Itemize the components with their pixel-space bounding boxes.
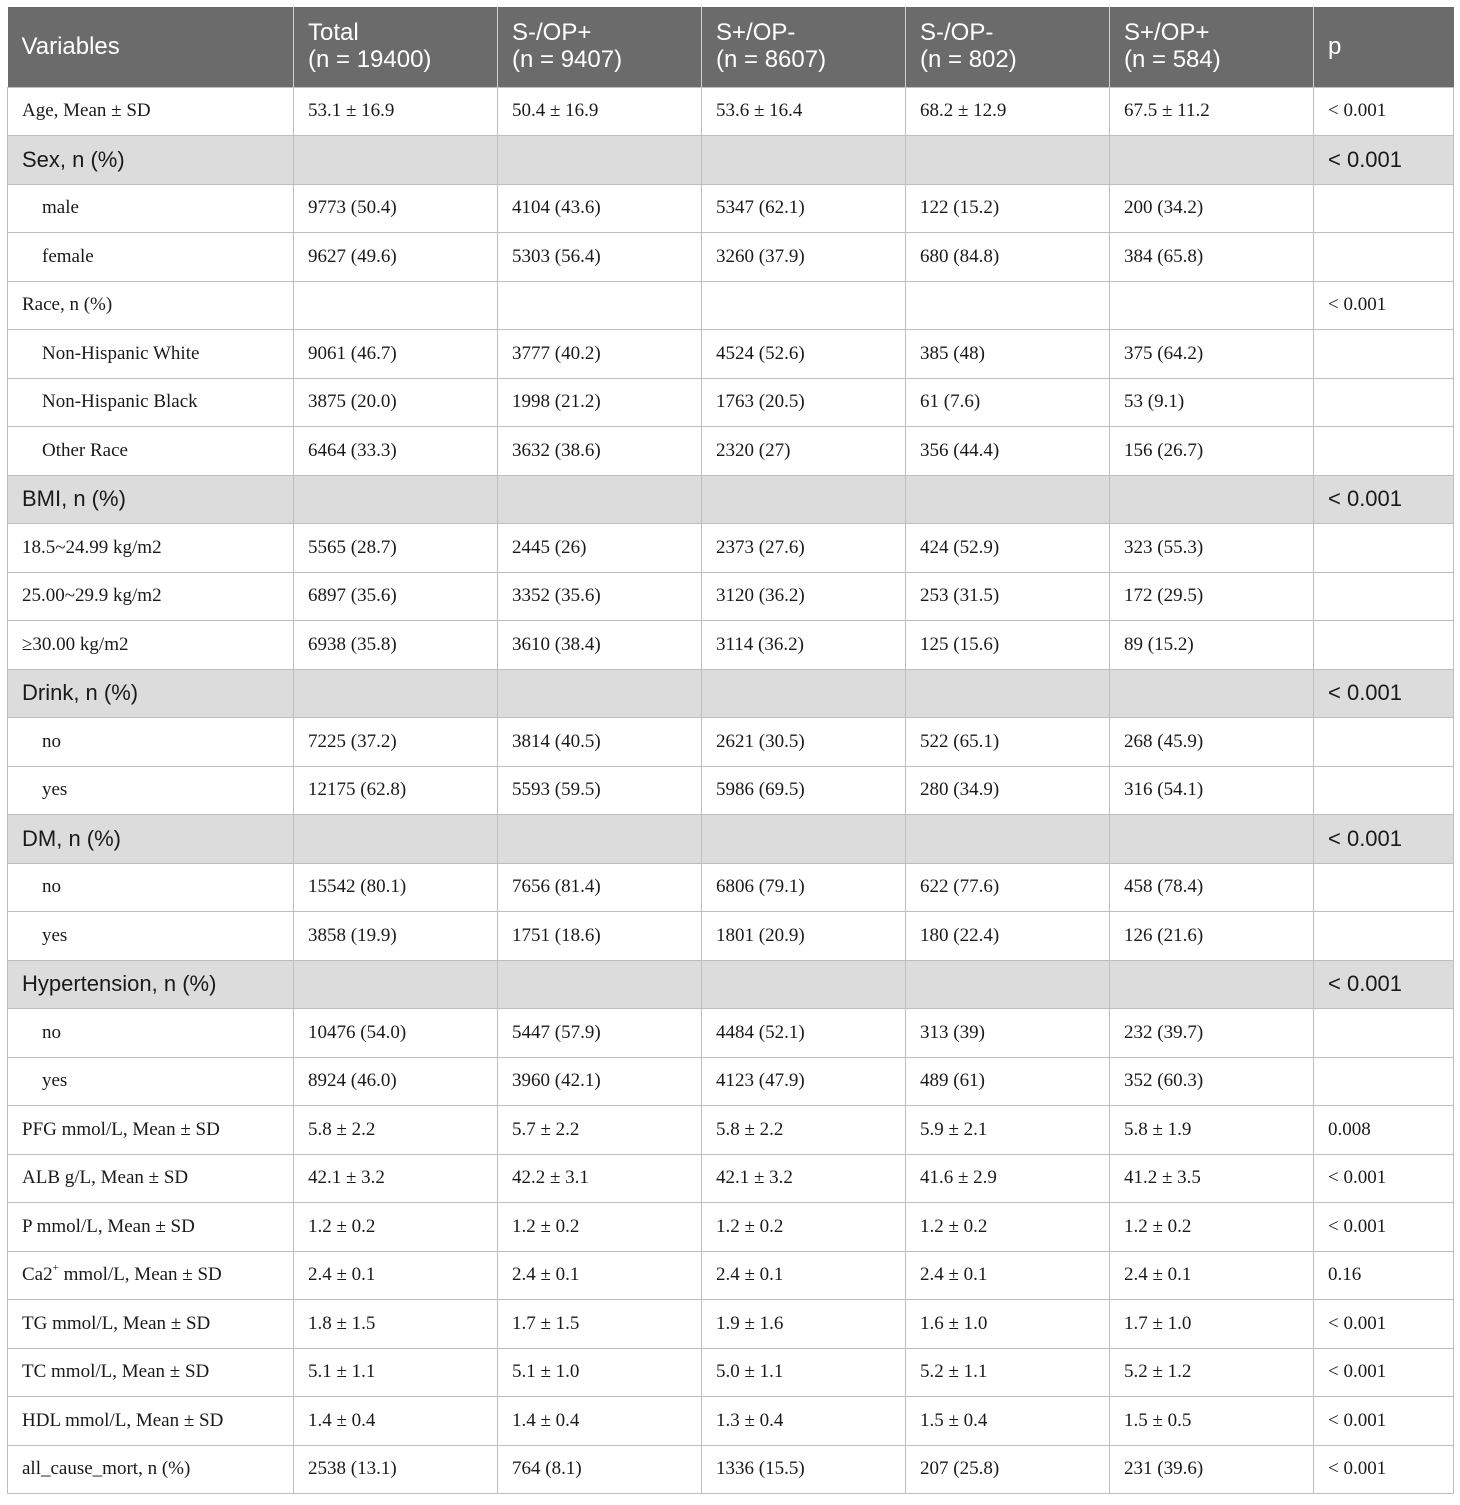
total-cell: 6464 (33.3) — [294, 427, 498, 476]
p-value-cell: < 0.001 — [1314, 1154, 1454, 1203]
s-plus-op-minus-cell: 1336 (15.5) — [702, 1445, 906, 1494]
table-body — [8, 87, 1454, 1494]
s-plus-op-minus-cell: 1.3 ± 0.4 — [702, 1397, 906, 1446]
total-cell: 9773 (50.4) — [294, 184, 498, 233]
s-plus-op-plus-cell: 156 (26.7) — [1110, 427, 1314, 476]
s-minus-op-minus-cell — [906, 281, 1110, 330]
s-minus-op-minus-cell: 122 (15.2) — [906, 184, 1110, 233]
p-value-cell: 0.008 — [1314, 1106, 1454, 1155]
s-plus-op-minus-cell — [702, 475, 906, 524]
p-value-cell — [1314, 621, 1454, 670]
s-minus-op-plus-cell: 5.1 ± 1.0 — [498, 1348, 702, 1397]
table-group-row — [8, 669, 1454, 718]
variable-cell: PFG mmol/L, Mean ± SD — [8, 1106, 294, 1155]
s-minus-op-minus-cell: 5.2 ± 1.1 — [906, 1348, 1110, 1397]
s-minus-op-minus-cell: 2.4 ± 0.1 — [906, 1251, 1110, 1300]
s-minus-op-plus-cell: 1751 (18.6) — [498, 912, 702, 961]
s-minus-op-minus-cell: 522 (65.1) — [906, 718, 1110, 767]
table-row — [8, 1348, 1454, 1397]
variable-cell: yes — [8, 912, 294, 961]
total-cell: 9627 (49.6) — [294, 233, 498, 282]
s-plus-op-minus-cell: 5986 (69.5) — [702, 766, 906, 815]
header-s-plus-op-plus: S+/OP+ (n = 584) — [1110, 7, 1314, 87]
table-group-row — [8, 136, 1454, 185]
variable-cell: Drink, n (%) — [8, 669, 294, 718]
variable-cell: BMI, n (%) — [8, 475, 294, 524]
s-minus-op-minus-cell: 424 (52.9) — [906, 524, 1110, 573]
s-plus-op-plus-cell: 232 (39.7) — [1110, 1009, 1314, 1058]
variable-cell: male — [8, 184, 294, 233]
s-minus-op-minus-cell: 489 (61) — [906, 1057, 1110, 1106]
table-row — [8, 1251, 1454, 1300]
p-value-cell — [1314, 1057, 1454, 1106]
variable-cell: 18.5~24.99 kg/m2 — [8, 524, 294, 573]
s-minus-op-minus-cell: 61 (7.6) — [906, 378, 1110, 427]
s-plus-op-plus-cell — [1110, 815, 1314, 864]
table-group-row — [8, 960, 1454, 1009]
p-value-cell: < 0.001 — [1314, 1348, 1454, 1397]
variable-cell: ALB g/L, Mean ± SD — [8, 1154, 294, 1203]
s-plus-op-plus-cell — [1110, 960, 1314, 1009]
s-minus-op-minus-cell: 5.9 ± 2.1 — [906, 1106, 1110, 1155]
s-plus-op-plus-cell: 1.5 ± 0.5 — [1110, 1397, 1314, 1446]
s-minus-op-minus-cell: 68.2 ± 12.9 — [906, 87, 1110, 136]
total-cell: 5.8 ± 2.2 — [294, 1106, 498, 1155]
table-row — [8, 912, 1454, 961]
s-plus-op-plus-cell — [1110, 281, 1314, 330]
s-plus-op-plus-cell: 5.8 ± 1.9 — [1110, 1106, 1314, 1155]
s-plus-op-plus-cell: 384 (65.8) — [1110, 233, 1314, 282]
p-value-cell: < 0.001 — [1314, 1397, 1454, 1446]
header-s-minus-op-plus: S-/OP+ (n = 9407) — [498, 7, 702, 87]
s-plus-op-minus-cell: 2373 (27.6) — [702, 524, 906, 573]
header-p-value: p — [1314, 7, 1454, 87]
variable-cell: all_cause_mort, n (%) — [8, 1445, 294, 1494]
table-row — [8, 1106, 1454, 1155]
p-value-cell — [1314, 718, 1454, 767]
total-cell: 12175 (62.8) — [294, 766, 498, 815]
baseline-characteristics-table — [7, 7, 1454, 1494]
table-row — [8, 233, 1454, 282]
p-value-cell: < 0.001 — [1314, 669, 1454, 718]
table-row — [8, 1154, 1454, 1203]
total-cell: 1.8 ± 1.5 — [294, 1300, 498, 1349]
p-value-cell — [1314, 1009, 1454, 1058]
s-minus-op-plus-cell: 3610 (38.4) — [498, 621, 702, 670]
s-plus-op-minus-cell: 4484 (52.1) — [702, 1009, 906, 1058]
p-value-cell: < 0.001 — [1314, 1203, 1454, 1252]
s-minus-op-plus-cell: 3960 (42.1) — [498, 1057, 702, 1106]
s-minus-op-minus-cell — [906, 815, 1110, 864]
s-plus-op-plus-cell: 1.2 ± 0.2 — [1110, 1203, 1314, 1252]
s-minus-op-minus-cell: 1.5 ± 0.4 — [906, 1397, 1110, 1446]
p-value-cell — [1314, 184, 1454, 233]
total-cell: 10476 (54.0) — [294, 1009, 498, 1058]
table-row — [8, 281, 1454, 330]
variable-cell: Non-Hispanic White — [8, 330, 294, 379]
p-value-cell: < 0.001 — [1314, 960, 1454, 1009]
table-group-row — [8, 815, 1454, 864]
s-minus-op-plus-cell — [498, 960, 702, 1009]
s-minus-op-plus-cell: 5.7 ± 2.2 — [498, 1106, 702, 1155]
superscript-plus: + — [52, 1262, 59, 1275]
s-minus-op-plus-cell: 2445 (26) — [498, 524, 702, 573]
table-row — [8, 572, 1454, 621]
s-plus-op-plus-cell: 268 (45.9) — [1110, 718, 1314, 767]
s-minus-op-plus-cell: 764 (8.1) — [498, 1445, 702, 1494]
s-plus-op-minus-cell: 5.8 ± 2.2 — [702, 1106, 906, 1155]
s-minus-op-plus-cell: 4104 (43.6) — [498, 184, 702, 233]
s-plus-op-minus-cell — [702, 136, 906, 185]
total-cell — [294, 281, 498, 330]
total-cell: 1.2 ± 0.2 — [294, 1203, 498, 1252]
total-cell — [294, 136, 498, 185]
p-value-cell — [1314, 572, 1454, 621]
p-value-cell — [1314, 766, 1454, 815]
s-plus-op-plus-cell: 352 (60.3) — [1110, 1057, 1314, 1106]
s-minus-op-plus-cell — [498, 475, 702, 524]
s-minus-op-minus-cell — [906, 960, 1110, 1009]
s-plus-op-minus-cell — [702, 669, 906, 718]
header-s-plus-op-minus: S+/OP- (n = 8607) — [702, 7, 906, 87]
variable-cell: Other Race — [8, 427, 294, 476]
s-plus-op-minus-cell — [702, 281, 906, 330]
s-minus-op-minus-cell: 207 (25.8) — [906, 1445, 1110, 1494]
total-cell: 2538 (13.1) — [294, 1445, 498, 1494]
p-value-cell — [1314, 427, 1454, 476]
total-cell: 8924 (46.0) — [294, 1057, 498, 1106]
s-minus-op-minus-cell: 356 (44.4) — [906, 427, 1110, 476]
s-minus-op-minus-cell: 180 (22.4) — [906, 912, 1110, 961]
table-row — [8, 863, 1454, 912]
variable-cell: Non-Hispanic Black — [8, 378, 294, 427]
p-value-cell — [1314, 378, 1454, 427]
p-value-cell: 0.16 — [1314, 1251, 1454, 1300]
total-cell: 53.1 ± 16.9 — [294, 87, 498, 136]
s-plus-op-minus-cell — [702, 815, 906, 864]
s-plus-op-plus-cell: 89 (15.2) — [1110, 621, 1314, 670]
s-plus-op-plus-cell: 1.7 ± 1.0 — [1110, 1300, 1314, 1349]
s-minus-op-minus-cell — [906, 136, 1110, 185]
s-minus-op-minus-cell: 622 (77.6) — [906, 863, 1110, 912]
table-group-row — [8, 475, 1454, 524]
s-plus-op-minus-cell: 42.1 ± 3.2 — [702, 1154, 906, 1203]
table-row — [8, 1009, 1454, 1058]
total-cell: 3875 (20.0) — [294, 378, 498, 427]
table-row — [8, 1445, 1454, 1494]
variable-cell: P mmol/L, Mean ± SD — [8, 1203, 294, 1252]
s-plus-op-minus-cell: 2.4 ± 0.1 — [702, 1251, 906, 1300]
s-minus-op-plus-cell — [498, 815, 702, 864]
s-minus-op-minus-cell: 680 (84.8) — [906, 233, 1110, 282]
s-minus-op-minus-cell — [906, 475, 1110, 524]
s-minus-op-plus-cell — [498, 669, 702, 718]
p-value-cell: < 0.001 — [1314, 87, 1454, 136]
variable-cell: Hypertension, n (%) — [8, 960, 294, 1009]
p-value-cell: < 0.001 — [1314, 1300, 1454, 1349]
s-minus-op-minus-cell: 41.6 ± 2.9 — [906, 1154, 1110, 1203]
s-plus-op-minus-cell: 53.6 ± 16.4 — [702, 87, 906, 136]
s-plus-op-minus-cell: 3114 (36.2) — [702, 621, 906, 670]
s-minus-op-minus-cell: 253 (31.5) — [906, 572, 1110, 621]
s-plus-op-minus-cell: 5.0 ± 1.1 — [702, 1348, 906, 1397]
s-plus-op-minus-cell: 5347 (62.1) — [702, 184, 906, 233]
total-cell — [294, 669, 498, 718]
s-plus-op-minus-cell: 4524 (52.6) — [702, 330, 906, 379]
s-minus-op-plus-cell: 5447 (57.9) — [498, 1009, 702, 1058]
variable-cell: 25.00~29.9 kg/m2 — [8, 572, 294, 621]
total-cell: 3858 (19.9) — [294, 912, 498, 961]
p-value-cell — [1314, 330, 1454, 379]
total-cell: 5565 (28.7) — [294, 524, 498, 573]
variable-cell: yes — [8, 1057, 294, 1106]
s-plus-op-minus-cell: 1763 (20.5) — [702, 378, 906, 427]
table-row — [8, 524, 1454, 573]
p-value-cell: < 0.001 — [1314, 1445, 1454, 1494]
total-cell: 9061 (46.7) — [294, 330, 498, 379]
total-cell: 2.4 ± 0.1 — [294, 1251, 498, 1300]
table-row — [8, 87, 1454, 136]
variable-cell: no — [8, 1009, 294, 1058]
header-total: Total (n = 19400) — [294, 7, 498, 87]
s-minus-op-plus-cell — [498, 136, 702, 185]
s-plus-op-plus-cell — [1110, 136, 1314, 185]
s-plus-op-minus-cell: 1.2 ± 0.2 — [702, 1203, 906, 1252]
s-minus-op-plus-cell: 1998 (21.2) — [498, 378, 702, 427]
s-minus-op-minus-cell: 313 (39) — [906, 1009, 1110, 1058]
total-cell: 7225 (37.2) — [294, 718, 498, 767]
variable-cell: no — [8, 863, 294, 912]
variable-cell: DM, n (%) — [8, 815, 294, 864]
table-row — [8, 184, 1454, 233]
s-plus-op-minus-cell: 3120 (36.2) — [702, 572, 906, 621]
s-plus-op-minus-cell — [702, 960, 906, 1009]
s-plus-op-minus-cell: 3260 (37.9) — [702, 233, 906, 282]
variable-cell: HDL mmol/L, Mean ± SD — [8, 1397, 294, 1446]
s-minus-op-plus-cell: 50.4 ± 16.9 — [498, 87, 702, 136]
s-plus-op-minus-cell: 4123 (47.9) — [702, 1057, 906, 1106]
s-plus-op-plus-cell: 126 (21.6) — [1110, 912, 1314, 961]
total-cell — [294, 475, 498, 524]
s-minus-op-minus-cell — [906, 669, 1110, 718]
s-minus-op-plus-cell: 42.2 ± 3.1 — [498, 1154, 702, 1203]
table-row — [8, 378, 1454, 427]
s-minus-op-plus-cell: 3632 (38.6) — [498, 427, 702, 476]
s-plus-op-plus-cell: 323 (55.3) — [1110, 524, 1314, 573]
table-row — [8, 621, 1454, 670]
total-cell: 6938 (35.8) — [294, 621, 498, 670]
s-minus-op-plus-cell: 2.4 ± 0.1 — [498, 1251, 702, 1300]
s-minus-op-plus-cell: 3814 (40.5) — [498, 718, 702, 767]
s-plus-op-plus-cell: 67.5 ± 11.2 — [1110, 87, 1314, 136]
variable-cell: ≥30.00 kg/m2 — [8, 621, 294, 670]
s-minus-op-minus-cell: 280 (34.9) — [906, 766, 1110, 815]
variable-cell: Race, n (%) — [8, 281, 294, 330]
header-s-minus-op-minus: S-/OP- (n = 802) — [906, 7, 1110, 87]
total-cell — [294, 960, 498, 1009]
s-plus-op-plus-cell: 375 (64.2) — [1110, 330, 1314, 379]
table-row — [8, 1203, 1454, 1252]
p-value-cell — [1314, 233, 1454, 282]
table-row — [8, 718, 1454, 767]
s-minus-op-plus-cell: 3352 (35.6) — [498, 572, 702, 621]
s-plus-op-plus-cell: 231 (39.6) — [1110, 1445, 1314, 1494]
variable-cell: TG mmol/L, Mean ± SD — [8, 1300, 294, 1349]
s-minus-op-plus-cell: 7656 (81.4) — [498, 863, 702, 912]
s-plus-op-plus-cell: 172 (29.5) — [1110, 572, 1314, 621]
table-row — [8, 330, 1454, 379]
variable-cell: Sex, n (%) — [8, 136, 294, 185]
p-value-cell — [1314, 524, 1454, 573]
s-minus-op-plus-cell: 1.2 ± 0.2 — [498, 1203, 702, 1252]
s-plus-op-plus-cell: 458 (78.4) — [1110, 863, 1314, 912]
header-variables: Variables — [8, 7, 294, 87]
s-minus-op-minus-cell: 1.2 ± 0.2 — [906, 1203, 1110, 1252]
table-row — [8, 1057, 1454, 1106]
total-cell: 42.1 ± 3.2 — [294, 1154, 498, 1203]
total-cell: 1.4 ± 0.4 — [294, 1397, 498, 1446]
p-value-cell: < 0.001 — [1314, 281, 1454, 330]
variable-cell: no — [8, 718, 294, 767]
total-cell — [294, 815, 498, 864]
s-plus-op-plus-cell: 41.2 ± 3.5 — [1110, 1154, 1314, 1203]
s-plus-op-plus-cell: 5.2 ± 1.2 — [1110, 1348, 1314, 1397]
s-minus-op-minus-cell: 385 (48) — [906, 330, 1110, 379]
table-row — [8, 1300, 1454, 1349]
variable-cell: Ca2+ mmol/L, Mean ± SD — [8, 1251, 294, 1300]
s-minus-op-minus-cell: 1.6 ± 1.0 — [906, 1300, 1110, 1349]
s-plus-op-minus-cell: 2621 (30.5) — [702, 718, 906, 767]
s-plus-op-minus-cell: 2320 (27) — [702, 427, 906, 476]
s-plus-op-minus-cell: 1801 (20.9) — [702, 912, 906, 961]
total-cell: 15542 (80.1) — [294, 863, 498, 912]
table-row — [8, 766, 1454, 815]
p-value-cell — [1314, 863, 1454, 912]
s-minus-op-plus-cell: 3777 (40.2) — [498, 330, 702, 379]
s-minus-op-plus-cell — [498, 281, 702, 330]
table-header-row — [8, 7, 1454, 87]
total-cell: 5.1 ± 1.1 — [294, 1348, 498, 1397]
s-minus-op-minus-cell: 125 (15.6) — [906, 621, 1110, 670]
s-plus-op-plus-cell — [1110, 475, 1314, 524]
s-plus-op-plus-cell: 53 (9.1) — [1110, 378, 1314, 427]
variable-cell: yes — [8, 766, 294, 815]
s-plus-op-minus-cell: 6806 (79.1) — [702, 863, 906, 912]
s-minus-op-plus-cell: 5593 (59.5) — [498, 766, 702, 815]
s-minus-op-plus-cell: 5303 (56.4) — [498, 233, 702, 282]
s-minus-op-plus-cell: 1.7 ± 1.5 — [498, 1300, 702, 1349]
p-value-cell: < 0.001 — [1314, 815, 1454, 864]
p-value-cell — [1314, 912, 1454, 961]
p-value-cell: < 0.001 — [1314, 475, 1454, 524]
variable-cell: female — [8, 233, 294, 282]
variable-cell: TC mmol/L, Mean ± SD — [8, 1348, 294, 1397]
s-plus-op-plus-cell: 200 (34.2) — [1110, 184, 1314, 233]
s-plus-op-plus-cell: 316 (54.1) — [1110, 766, 1314, 815]
s-plus-op-minus-cell: 1.9 ± 1.6 — [702, 1300, 906, 1349]
s-plus-op-plus-cell: 2.4 ± 0.1 — [1110, 1251, 1314, 1300]
table-row — [8, 427, 1454, 476]
total-cell: 6897 (35.6) — [294, 572, 498, 621]
s-minus-op-plus-cell: 1.4 ± 0.4 — [498, 1397, 702, 1446]
s-plus-op-plus-cell — [1110, 669, 1314, 718]
variable-cell: Age, Mean ± SD — [8, 87, 294, 136]
p-value-cell: < 0.001 — [1314, 136, 1454, 185]
table-row — [8, 1397, 1454, 1446]
